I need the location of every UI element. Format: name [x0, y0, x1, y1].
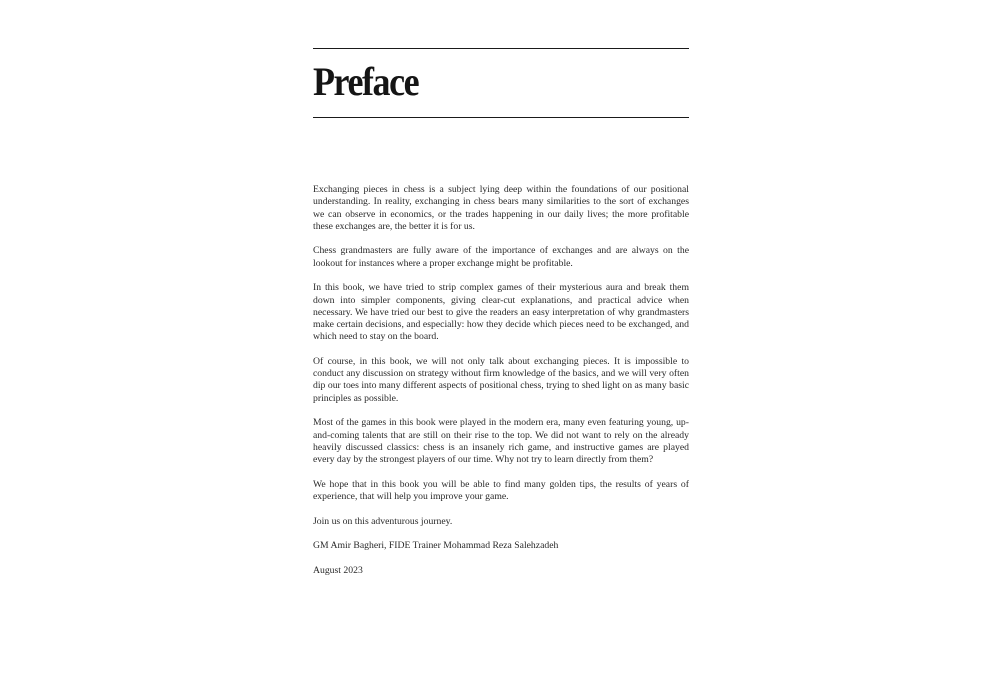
- paragraph-4: Of course, in this book, we will not only talk about exchanging pieces. It is impossible to conduct any discussion on strategy without firm knowledge of the basics, and we will very often dip our toes into many different aspects of positional chess, trying to shed light on as many basic principles as possible.: [313, 355, 689, 404]
- author-signature: GM Amir Bagheri, FIDE Trainer Mohammad Reza Salehzadeh: [313, 540, 559, 552]
- title-bottom-rule: [313, 117, 689, 118]
- document-page: [313, 0, 689, 675]
- title-top-rule: [313, 48, 689, 49]
- preface-body: [313, 184, 689, 590]
- paragraph-6: We hope that in this book you will be able to find many golden tips, the results of years of experience, that will help you improve your game.: [313, 478, 689, 502]
- paragraph-7: Join us on this adventurous journey.: [313, 515, 453, 527]
- paragraph-2: Chess grandmasters are fully aware of the importance of exchanges and are always on the lookout for instances where a proper exchange might be profitable.: [313, 245, 689, 269]
- paragraph-3: In this book, we have tried to strip complex games of their mysterious aura and break them down into simpler components, giving clear-cut explanations, and practical advice when necessary. We have tried our best to give the readers an easy interpretation of why grandmasters make certain decisions, and especially: how they decide which pieces need to be exchanged, and which need to stay on the board.: [313, 282, 689, 343]
- date-line: August 2023: [313, 564, 363, 576]
- page-title: Preface: [313, 59, 419, 104]
- paragraph-1: Exchanging pieces in chess is a subject lying deep within the foundations of our positional understanding. In reality, exchanging in chess bears many similarities to the sort of exchanges we can observe in economics, or the trades happening in our daily lives; the more profitable these exchanges are, the better it is for us.: [313, 184, 689, 232]
- paragraph-5: Most of the games in this book were played in the modern era, many even featuring young, up-and-coming talents that are still on their rise to the top. We did not want to rely on the already heavily discussed classics: chess is an insanely rich game, and instructive games are played every day by the strongest players of our time. Why not try to learn directly from them?: [313, 417, 689, 466]
